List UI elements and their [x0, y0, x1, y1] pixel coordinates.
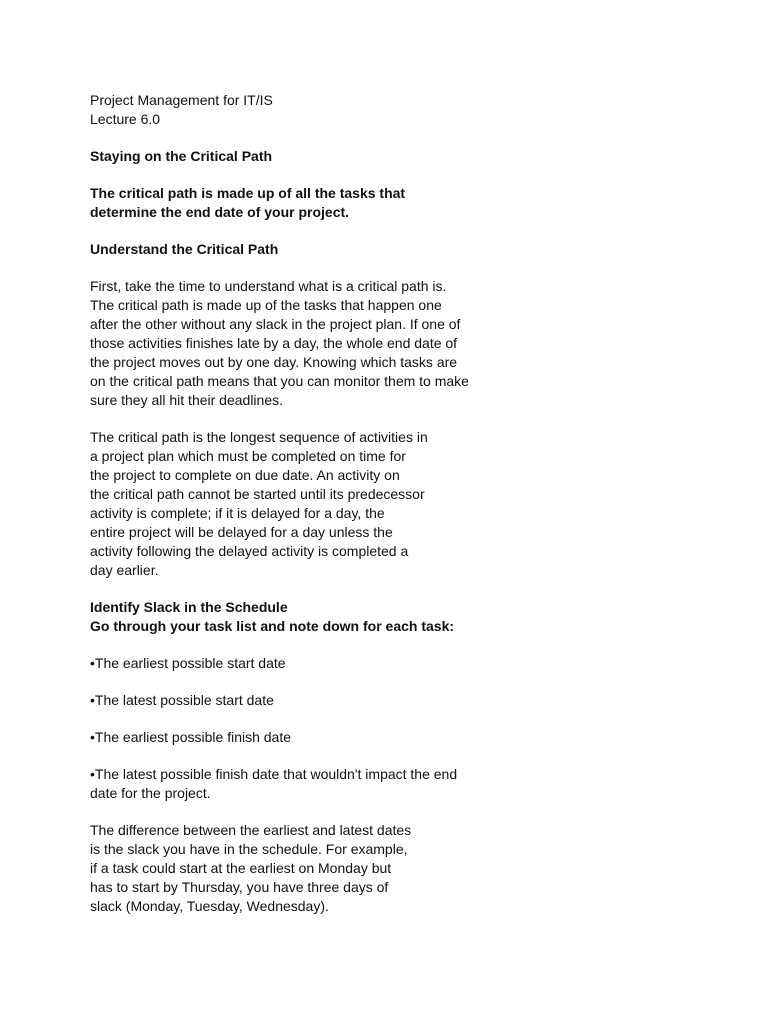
- paragraph-critical-path-2: [90, 428, 730, 580]
- paragraph-line: the project moves out by one day. Knowing which tasks are: [90, 354, 458, 370]
- paragraph-line: slack (Monday, Tuesday, Wednesday).: [90, 898, 329, 914]
- paragraph-line: if a task could start at the earliest on Monday but: [90, 860, 392, 876]
- lecture-number: Lecture 6.0: [90, 111, 161, 127]
- intro-paragraph: [90, 184, 730, 222]
- paragraph-line: those activities finishes late by a day, the whole end date of: [90, 335, 458, 351]
- bullet-item-latest-finish: [90, 765, 730, 803]
- paragraph-line: is the slack you have in the schedule. For example,: [90, 841, 408, 857]
- course-title: Project Management for IT/IS: [90, 92, 273, 108]
- paragraph-line: after the other without any slack in the project plan. If one of: [90, 316, 461, 332]
- intro-line: determine the end date of your project.: [90, 204, 350, 220]
- intro-line: The critical path is made up of all the tasks that: [90, 185, 406, 201]
- paragraph-line: on the critical path means that you can monitor them to make: [90, 373, 469, 389]
- paragraph-line: The critical path is the longest sequence of activities in: [90, 429, 428, 445]
- paragraph-critical-path-1: [90, 277, 730, 410]
- paragraph-line: has to start by Thursday, you have three days of: [90, 879, 389, 895]
- paragraph-line: the critical path cannot be started until its predecessor: [90, 486, 425, 502]
- paragraph-line: sure they all hit their deadlines.: [90, 392, 283, 408]
- page-title: Staying on the Critical Path: [90, 148, 273, 164]
- paragraph-slack-example: [90, 821, 730, 916]
- paragraph-line: day earlier.: [90, 562, 159, 578]
- document-page: [90, 91, 730, 916]
- bullet-item: •The earliest possible start date: [90, 655, 286, 671]
- paragraph-line: The difference between the earliest and latest dates: [90, 822, 412, 838]
- bullet-line: date for the project.: [90, 785, 211, 801]
- paragraph-line: First, take the time to understand what is a critical path is.: [90, 278, 447, 294]
- bullet-line: •The latest possible finish date that wouldn't impact the end: [90, 766, 458, 782]
- paragraph-line: activity is complete; if it is delayed for a day, the: [90, 505, 385, 521]
- paragraph-line: a project plan which must be completed on time for: [90, 448, 406, 464]
- paragraph-line: the project to complete on due date. An activity on: [90, 467, 400, 483]
- bullet-item: •The latest possible start date: [90, 692, 274, 708]
- section-heading-slack: Identify Slack in the Schedule: [90, 599, 288, 615]
- paragraph-line: activity following the delayed activity is completed a: [90, 543, 409, 559]
- section-subheading-tasks: Go through your task list and note down for each task:: [90, 618, 455, 634]
- paragraph-line: The critical path is made up of the tasks that happen one: [90, 297, 442, 313]
- bullet-item: •The earliest possible finish date: [90, 729, 292, 745]
- section-heading-critical-path: Understand the Critical Path: [90, 241, 279, 257]
- paragraph-line: entire project will be delayed for a day unless the: [90, 524, 393, 540]
